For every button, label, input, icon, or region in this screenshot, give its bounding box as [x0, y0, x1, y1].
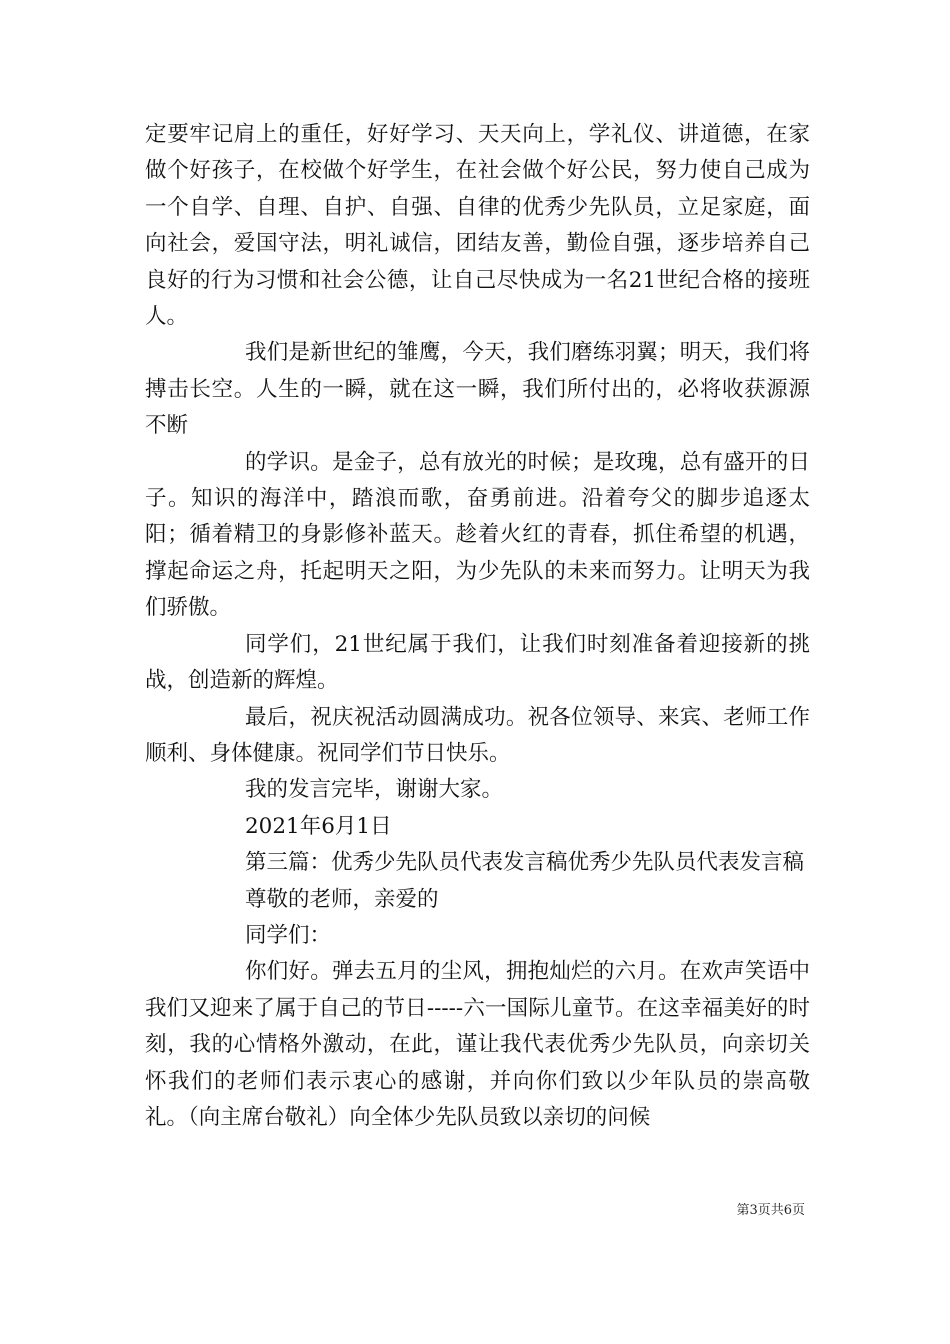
paragraph-greeting: 你们好。弹去五月的尘风，拥抱灿烂的六月。在欢声笑语中我们又迎来了属于自己的节日-----六一国际儿童节。在这幸福美好的时刻，我的心情格外激动，在此，谨让我代表优秀少先队员，向亲切关怀我们的老师们表示衷心的感谢，并向你们致以少年队员的崇高敬礼。（向主席台敬礼）向全体少先队员致以亲切的问候 — [145, 959, 810, 1130]
section-heading: 第三篇：优秀少先队员代表发言稿优秀少先队员代表发言稿 — [245, 850, 805, 876]
paragraph-responsibility: 定要牢记肩上的重任，好好学习、天天向上，学礼仪、讲道德，在家做个好孩子，在校做个好学生，在社会做个好公民，努力使自己成为一个自学、自理、自护、自强、自律的优秀少先队员，立足家庭，面向社会，爱国守法，明礼诚信，团结友善，勤俭自强，逐步培养自己良好的行为习惯和社会公德，让自己尽快成为一名21世纪合格的接班人。 — [145, 122, 810, 330]
paragraph-best-wishes: 最后，祝庆祝活动圆满成功。祝各位领导、来宾、老师工作顺利、身体健康。祝同学们节日快乐。 — [145, 704, 810, 766]
salutation-students: 同学们： — [245, 922, 332, 948]
document-body — [145, 117, 810, 1136]
paragraph-date: 2021年6月1日 — [245, 813, 392, 839]
paragraph-closing: 我的发言完毕，谢谢大家。 — [245, 777, 504, 803]
paragraph-young-eagles: 我们是新世纪的雏鹰，今天，我们磨练羽翼；明天，我们将搏击长空。人生的一瞬，就在这一瞬，我们所付出的，必将收获源源不断 — [145, 340, 810, 439]
paragraph-21st-century: 同学们，21世纪属于我们，让我们时刻准备着迎接新的挑战，创造新的辉煌。 — [145, 631, 810, 694]
page-number: 第3页共6页 — [736, 1203, 805, 1218]
paragraph-knowledge: 的学识。是金子，总有放光的时候；是玫瑰，总有盛开的日子。知识的海洋中，踏浪而歌，奋勇前进。沿着夸父的脚步追逐太阳；循着精卫的身影修补蓝天。趁着火红的青春，抓住希望的机遇，撑起命运之舟，托起明天之阳，为少先队的未来而努力。让明天为我们骄傲。 — [145, 449, 810, 621]
salutation-teachers: 尊敬的老师，亲爱的 — [245, 886, 439, 912]
